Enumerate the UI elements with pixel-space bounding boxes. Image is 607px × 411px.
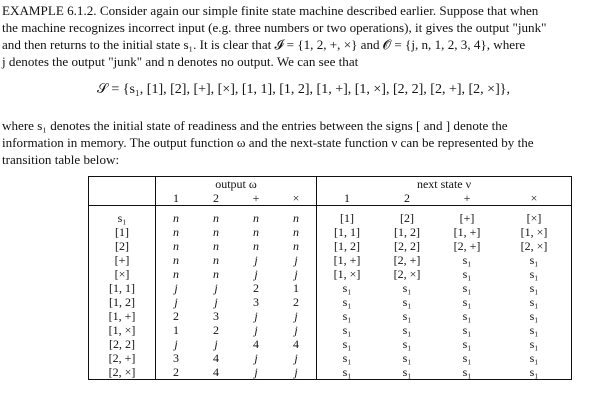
- paragraph-explanation: [2, 117, 604, 168]
- next-state-cell: s₁: [462, 337, 472, 351]
- state-label: [+]: [89, 253, 156, 267]
- next-state-cell: s₁: [402, 337, 412, 351]
- next-state-cell: s₁: [402, 323, 412, 337]
- state-label: [2]: [89, 239, 156, 253]
- next-state-cell: [2, ×]: [497, 239, 572, 253]
- next-col-header: ×: [497, 191, 572, 206]
- output-cell: n: [293, 239, 299, 253]
- output-cell: j: [294, 351, 298, 365]
- next-state-cell: s₁: [497, 281, 572, 295]
- output-cell: n: [293, 225, 299, 239]
- next-state-cell: [+]: [459, 211, 475, 225]
- next-state-cell: s₁: [402, 309, 412, 323]
- output-cell: j: [254, 253, 258, 267]
- next-state-cell: [2, 2]: [394, 239, 420, 253]
- next-state-cell: [1]: [317, 211, 378, 225]
- next-state-cell: s₁: [462, 281, 472, 295]
- paragraph-explanation-line: information in memory. The output function ω and the next-state function ν can be represented by the: [2, 135, 534, 150]
- output-cell: n: [213, 239, 219, 253]
- next-state-cell: s₁: [377, 365, 437, 380]
- next-state-cell: s₁: [317, 323, 378, 337]
- next-state-cell: s₁: [497, 309, 572, 323]
- output-cell: j: [294, 267, 298, 281]
- next-state-cell: s₁: [317, 351, 378, 365]
- output-col-header: +: [236, 191, 276, 206]
- output-cell: j: [294, 323, 298, 337]
- next-state-cell: s₁: [317, 337, 378, 351]
- table-row: [89, 351, 572, 365]
- output-cell: 2: [156, 365, 197, 380]
- output-cell: n: [253, 239, 259, 253]
- output-cell: j: [254, 323, 258, 337]
- next-state-cell: s₁: [462, 351, 472, 365]
- next-state-cell: [1, 2]: [317, 239, 378, 253]
- next-state-cell: s₁: [497, 365, 572, 380]
- table-row: [89, 239, 572, 253]
- next-state-cell: [2, ×]: [393, 267, 421, 281]
- next-state-cell: s₁: [497, 267, 572, 281]
- next-state-cell: s₁: [317, 281, 378, 295]
- table-row: [89, 225, 572, 239]
- next-state-cell: s₁: [497, 351, 572, 365]
- output-cell: j: [276, 365, 317, 380]
- table-row: [89, 323, 572, 337]
- output-cell: j: [214, 295, 218, 309]
- output-cell: n: [253, 211, 259, 225]
- state-label: [1, ×]: [89, 323, 156, 337]
- output-col-header: 2: [196, 191, 236, 206]
- next-state-cell: s₁: [402, 295, 412, 309]
- state-label: [1, 1]: [89, 281, 156, 295]
- output-cell: 1: [293, 281, 299, 295]
- next-state-cell: [2]: [400, 211, 414, 225]
- state-label: [1, +]: [89, 309, 156, 323]
- table-row: [89, 295, 572, 309]
- state-label: [2, 2]: [89, 337, 156, 351]
- output-cell: j: [236, 365, 276, 380]
- output-cell: n: [253, 225, 259, 239]
- output-cell: n: [213, 253, 219, 267]
- next-state-cell: s₁: [462, 267, 472, 281]
- next-state-cell: s₁: [462, 253, 472, 267]
- output-cell: j: [156, 295, 197, 309]
- state-label: s₁: [89, 211, 156, 225]
- next-state-header: next state ν: [317, 177, 572, 192]
- next-col-header: 1: [317, 191, 378, 206]
- next-state-cell: [1, +]: [453, 225, 481, 239]
- output-cell: n: [213, 225, 219, 239]
- output-cell: n: [156, 225, 197, 239]
- paragraph-intro-line: j denotes the output "junk" and n denotes no output. We can see that: [2, 54, 359, 69]
- output-cell: n: [156, 267, 197, 281]
- output-col-header: ×: [276, 191, 317, 206]
- state-label: [2, ×]: [89, 365, 156, 380]
- table-row: [89, 281, 572, 295]
- next-state-cell: [2, +]: [393, 253, 421, 267]
- paragraph-intro-line: the machine recognizes incorrect input (e.g. three numbers or two operations), it gives the output "junk": [2, 20, 547, 35]
- paragraph-explanation-line: where s₁ denotes the initial state of readiness and the entries between the signs [ and ] denote the: [2, 118, 508, 133]
- output-cell: 4: [213, 351, 219, 365]
- table-corner: [89, 177, 156, 192]
- output-cell: j: [294, 309, 298, 323]
- next-state-cell: [1, 2]: [394, 225, 420, 239]
- next-col-header: 2: [377, 191, 437, 206]
- next-state-cell: s₁: [462, 323, 472, 337]
- output-cell: j: [254, 351, 258, 365]
- output-cell: 2: [213, 323, 219, 337]
- output-cell: n: [156, 253, 197, 267]
- next-state-cell: [1, 1]: [317, 225, 378, 239]
- next-state-cell: s₁: [317, 295, 378, 309]
- table-row: [89, 309, 572, 323]
- paragraph-intro-line: and then returns to the initial state s₁. It is clear that 𝓘 = {1, 2, +, ×} and 𝓞 = {j, n, 1, 2, 3, 4}, where: [2, 37, 526, 52]
- next-state-cell: [×]: [497, 211, 572, 225]
- table-row: [89, 211, 572, 225]
- next-state-cell: s₁: [317, 309, 378, 323]
- next-state-cell: s₁: [497, 337, 572, 351]
- output-cell: 2: [253, 281, 259, 295]
- output-cell: 2: [293, 295, 299, 309]
- output-cell: 4: [293, 337, 299, 351]
- output-cell: j: [156, 281, 197, 295]
- next-state-cell: s₁: [402, 281, 412, 295]
- state-label: [2, +]: [89, 351, 156, 365]
- table-row: [89, 337, 572, 351]
- output-cell: 2: [156, 309, 197, 323]
- next-state-cell: s₁: [462, 309, 472, 323]
- output-cell: n: [213, 211, 219, 225]
- next-state-cell: [1, +]: [317, 253, 378, 267]
- state-set-equation: 𝒮 = {s₁, [1], [2], [+], [×], [1, 1], [1, 2], [1, +], [1, ×], [2, 2], [2, +], [2, ×]},: [97, 82, 510, 97]
- next-state-cell: s₁: [462, 295, 472, 309]
- output-cell: j: [214, 281, 218, 295]
- table-row: [89, 253, 572, 267]
- output-cell: 3: [156, 351, 197, 365]
- next-state-cell: [2, +]: [453, 239, 481, 253]
- output-cell: j: [156, 337, 197, 351]
- output-cell: j: [254, 309, 258, 323]
- next-state-cell: s₁: [497, 295, 572, 309]
- paragraph-explanation-line: transition table below:: [2, 152, 120, 167]
- output-cell: 1: [156, 323, 197, 337]
- paragraph-intro: [2, 2, 604, 70]
- output-cell: n: [156, 211, 197, 225]
- output-cell: n: [156, 239, 197, 253]
- next-state-cell: s₁: [402, 351, 412, 365]
- next-state-cell: [1, ×]: [497, 225, 572, 239]
- output-cell: 4: [253, 337, 259, 351]
- table-body: [89, 211, 572, 380]
- next-state-cell: s₁: [497, 253, 572, 267]
- output-cell: j: [294, 253, 298, 267]
- output-cell: 3: [213, 309, 219, 323]
- transition-table: [88, 176, 572, 380]
- output-col-header: 1: [156, 191, 197, 206]
- output-header: output ω: [156, 177, 317, 192]
- state-label: [1, 2]: [89, 295, 156, 309]
- output-cell: j: [254, 267, 258, 281]
- output-cell: j: [214, 337, 218, 351]
- output-cell: 3: [253, 295, 259, 309]
- output-cell: n: [213, 267, 219, 281]
- next-state-cell: s₁: [497, 323, 572, 337]
- next-state-cell: s₁: [437, 365, 497, 380]
- state-label: [×]: [89, 267, 156, 281]
- table-row: [89, 365, 572, 380]
- state-label: [1]: [89, 225, 156, 239]
- table-row: [89, 267, 572, 281]
- next-col-header: +: [437, 191, 497, 206]
- next-state-cell: s₁: [317, 365, 378, 380]
- paragraph-intro-line: EXAMPLE 6.1.2. Consider again our simple finite state machine described earlier. Suppose that when: [2, 3, 539, 18]
- output-cell: 4: [196, 365, 236, 380]
- output-cell: n: [293, 211, 299, 225]
- next-state-cell: [1, ×]: [317, 267, 378, 281]
